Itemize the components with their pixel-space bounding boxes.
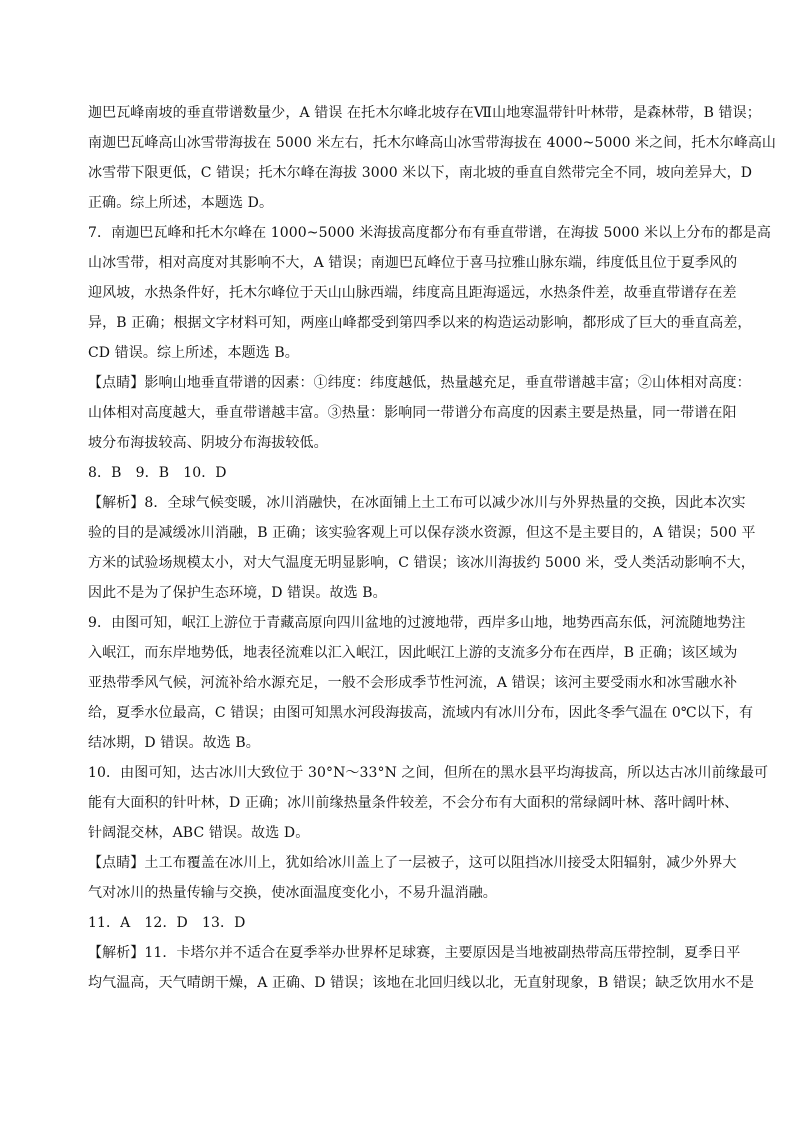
- text-line: 南迦巴瓦峰高山冰雪带海拔在 5000 米左右，托木尔峰高山冰雪带海拔在 4000~5000 米之间，托木尔峰高山: [88, 135, 777, 151]
- text-line: 方米的试验场规模太小，对大气温度无明显影响，C 错误；该冰川海拔约 5000 米，受人类活动影响不大，: [88, 555, 755, 571]
- paragraph-q7-answer: [88, 218, 771, 368]
- text-line: 异，B 正确；根据文字材料可知，两座山峰都受到第四季以来的构造运动影响，都形成了巨大的垂直高差，: [88, 315, 752, 331]
- paragraph-key-point-2: [88, 848, 737, 908]
- text-line: CD 错误。综上所述，本题选 B。: [88, 345, 299, 361]
- text-line: 【点睛】土工布覆盖在冰川上，犹如给冰川盖上了一层被子，这可以阻挡冰川接受太阳辐射，减少外界大: [88, 855, 737, 871]
- text-line: 【解析】8．全球气候变暖，冰川消融快，在冰面铺上土工布可以减少冰川与外界热量的交换，因此本次实: [88, 495, 746, 511]
- text-line: 验的目的是减缓冰川消融，B 正确；该实验客观上可以保存淡水资源，但这不是主要目的，A 错误；500 平: [88, 525, 756, 541]
- text-line: 11．A 12．D 13．D: [88, 915, 246, 931]
- text-line: 针阔混交林，ABC 错误。故选 D。: [88, 825, 310, 841]
- text-line: 9．由图可知，岷江上游位于青藏高原向四川盆地的过渡地带，西岸多山地，地势西高东低，河流随地势注: [88, 615, 746, 631]
- text-line: 【解析】11．卡塔尔并不适合在夏季举办世界杯足球赛，主要原因是当地被副热带高压带控制，夏季日平: [88, 945, 741, 961]
- paragraph-q9-analysis: [88, 608, 754, 758]
- text-line: 均气温高，天气晴朗干燥，A 正确、D 错误；该地在北回归线以北，无直射现象，B 错误；缺乏饮用水不是: [88, 975, 754, 991]
- document-body: [88, 98, 777, 998]
- text-line: 10．由图可知，达古冰川大致位于 30°N～33°N 之间，但所在的黑水县平均海拔高，所以达古冰川前缘最可: [88, 765, 769, 781]
- text-line: 7．南迦巴瓦峰和托木尔峰在 1000~5000 米海拔高度都分布有垂直带谱，在海拔 5000 米以上分布的都是高: [88, 225, 771, 241]
- text-line: 结冰期，D 错误。故选 B。: [88, 735, 260, 751]
- text-line: 冰雪带下限更低，C 错误；托木尔峰在海拔 3000 米以下，南北坡的垂直自然带完全不同，坡向差异大，D: [88, 165, 753, 181]
- text-line: 山体相对高度越大，垂直带谱越丰富。③热量：影响同一带谱分布高度的因素主要是热量，同一带谱在阳: [88, 405, 737, 421]
- paragraph-q11-analysis: [88, 938, 754, 998]
- text-line: 亚热带季风气候，河流补给水源充足，一般不会形成季节性河流，A 错误；该河主要受雨水和冰雪融水补: [88, 675, 738, 691]
- answer-key-11-13: [88, 908, 708, 938]
- text-line: 能有大面积的针叶林，D 正确；冰川前缘热量条件较差，不会分布有大面积的常绿阔叶林、落叶阔叶林、: [88, 795, 739, 811]
- answer-key-8-10: [88, 458, 708, 488]
- paragraph-q6-continued: [88, 98, 777, 218]
- text-line: 正确。综上所述，本题选 D。: [88, 195, 274, 211]
- text-line: 【点睛】影响山地垂直带谱的因素：①纬度：纬度越低，热量越充足，垂直带谱越丰富；②山体相对高度：: [88, 375, 751, 391]
- text-line: 山冰雪带，相对高度对其影响不大，A 错误；南迦巴瓦峰位于喜马拉雅山脉东端，纬度低且位于夏季风的: [88, 255, 738, 271]
- text-line: 8．B 9．B 10．D: [88, 465, 227, 481]
- text-line: 迦巴瓦峰南坡的垂直带谱数量少，A 错误 在托木尔峰北坡存在Ⅶ山地寒温带针叶林带，是森林带，B 错误；: [88, 105, 761, 121]
- text-line: 给，夏季水位最高，C 错误；由图可知黑水河段海拔高，流域内有冰川分布，因此冬季气温在 0℃以下，有: [88, 705, 754, 721]
- text-line: 气对冰川的热量传输与交换，使冰面温度变化小，不易升温消融。: [88, 885, 497, 901]
- paragraph-q8-analysis: [88, 488, 756, 608]
- paragraph-q10-analysis: [88, 758, 769, 848]
- text-line: 迎风坡，水热条件好，托木尔峰位于天山山脉西端，纬度高且距海遥远，水热条件差，故垂直带谱存在差: [88, 285, 737, 301]
- text-line: 因此不是为了保护生态环境，D 错误。故选 B。: [88, 585, 387, 601]
- paragraph-key-point-1: [88, 368, 751, 458]
- text-line: 坡分布海拔较高、阴坡分布海拔较低。: [88, 435, 328, 451]
- text-line: 入岷江，而东岸地势低，地表径流难以汇入岷江，因此岷江上游的支流多分布在西岸，B 正确；该区域为: [88, 645, 738, 661]
